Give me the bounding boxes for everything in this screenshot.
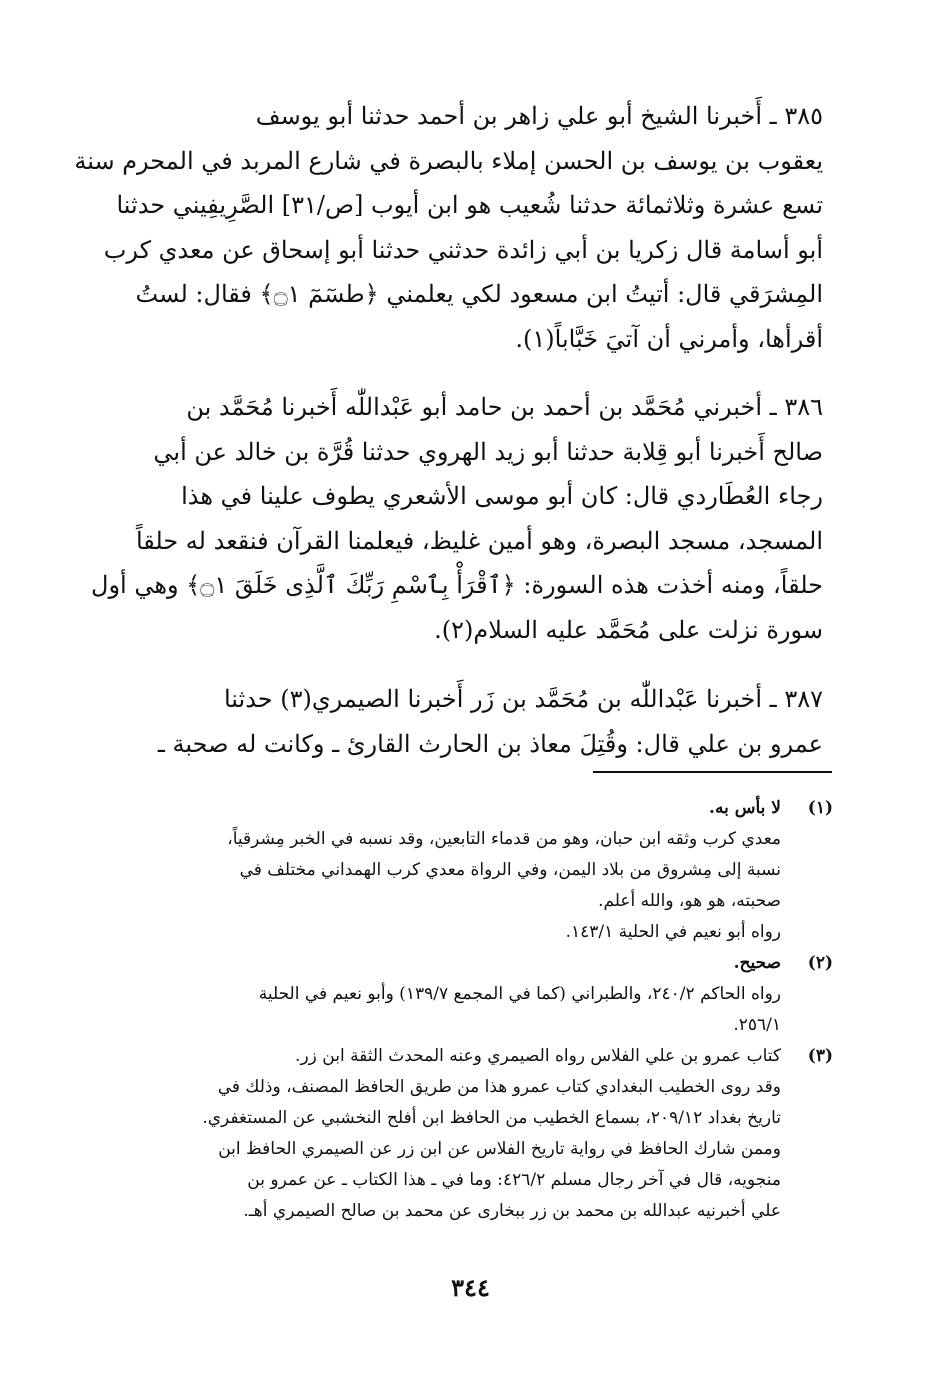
footnote-line: تاريخ بغداد ٢٠٩/١٢، بسماع الخطيب من الحافظ ابن أفلح النخشبي عن المستغفري.: [202, 1108, 781, 1128]
hadith-paragraph-387: [111, 677, 823, 767]
text-line: صالح أَخبرنا أبو قِلابة حدثنا أبو زيد الهروي حدثنا قُرَّة بن خالد عن أبي: [153, 437, 823, 466]
footnote-line: وقد روى الخطيب البغدادي كتاب عمرو هذا من طريق الحافظ المصنف، وذلك في: [217, 1077, 781, 1097]
footnote-3: [109, 1041, 833, 1227]
footnote-line: رواه أبو نعيم في الحلية ١٤٣/١.: [565, 922, 781, 942]
text-line: حلقاً، ومنه أخذت هذه السورة: ﴿ٱقْرَأْ بِٱسْمِ رَبِّكَ ٱلَّذِى خَلَقَ ۝١﴾ وهي أول: [91, 571, 823, 599]
footnote-grading: صحيح.: [733, 953, 781, 973]
footnote-line: وممن شارك الحافظ في رواية تاريخ الفلاس عن ابن زر عن الصيمري الحافظ ابن: [218, 1139, 781, 1159]
text-line: المِشرَقي قال: أتيتُ ابن مسعود لكي يعلمني ﴿طسٓمٓ ۝١﴾ فقال: لستُ: [135, 280, 823, 308]
footnote-line: علي أخبرنيه عبدالله بن محمد بن زر ببخارى عن محمد بن صالح الصيمري أهـ.: [243, 1201, 781, 1221]
hadith-paragraph-385: [74, 94, 823, 361]
footnote-line: معدي كرب وثقه ابن حبان، وهو من قدماء التابعين، وقد نسبه في الخبر مِشرقياً،: [227, 829, 781, 849]
footnote-line: رواه الحاكم ٢٤٠/٢، والطبراني (كما في المجمع ١٣٩/٧) وأبو نعيم في الحلية: [258, 984, 781, 1004]
text-line: أقرأها، وأمرني أن آتيَ خَبَّاباً(١).: [515, 324, 823, 353]
footnote-grading: لا بأس به.: [709, 798, 781, 818]
footnote-line: صحبته، هو هو، والله أعلم.: [598, 891, 781, 911]
footnote-line: نسبة إلى مِشروق من بلاد اليمن، وفي الرواة معدي كرب الهمداني مختلف في: [239, 860, 781, 880]
page-number: ٣٤٤: [451, 1273, 490, 1302]
text-line: ٣٨٦ ـ أخبرني مُحَمَّد بن أحمد بن حامد أبو عَبْداللّٰه أَخبرنا مُحَمَّد بن: [186, 393, 823, 421]
text-line: المسجد، مسجد البصرة، وهو أمين غليظ، فيعلمنا القرآن فنقعد له حلقاً: [135, 526, 823, 555]
footnote-marker: (٣): [807, 1046, 833, 1066]
footnote-marker: (١): [807, 798, 833, 818]
footnote-line: ٢٥٦/١.: [733, 1015, 781, 1035]
footnotes-section: [109, 793, 833, 1227]
text-line: رجاء العُطَاردي قال: كان أبو موسى الأشعري يطوف علينا في هذا: [181, 482, 823, 510]
main-text-body: [74, 94, 823, 791]
text-line: أبو أسامة قال زكريا بن أبي زائدة حدثني حدثنا أبو إسحاق عن معدي كرب: [103, 235, 823, 264]
footnote-body: [109, 793, 781, 948]
text-line: ٣٨٧ ـ أخبرنا عَبْداللّٰه بن مُحَمَّد بن زَر أَخبرنا الصيمري(٣) حدثنا: [223, 685, 823, 713]
text-line: تسع عشرة وثلاثمائة حدثنا شُعيب هو ابن أيوب [ص/٣١] الصَّرِيفِيني حدثنا: [116, 191, 823, 219]
text-line: يعقوب بن يوسف بن الحسن إملاء بالبصرة في شارع المربد في المحرم سنة: [74, 146, 823, 175]
footnote-line: منجويه، قال في آخر رجال مسلم ٤٢٦/٢: وما في ـ هذا الكتاب ـ عن عمرو بن: [247, 1170, 781, 1190]
hadith-paragraph-386: [91, 385, 823, 653]
footnote-divider: [593, 771, 832, 773]
text-line: سورة نزلت على مُحَمَّد عليه السلام(٢).: [434, 615, 823, 644]
footnote-body: [109, 1041, 781, 1227]
footnote-2: [109, 948, 833, 1041]
footnote-body: [109, 948, 781, 1041]
footnote-marker: (٢): [807, 953, 833, 973]
footnote-line: كتاب عمرو بن علي الفلاس رواه الصيمري وعنه المحدث الثقة ابن زر.: [295, 1046, 781, 1066]
footnote-1: [109, 793, 833, 948]
text-line: ٣٨٥ ـ أَخبرنا الشيخ أبو علي زاهر بن أحمد حدثنا أبو يوسف: [255, 102, 823, 130]
text-line: عمرو بن علي قال: وقُتِلَ معاذ بن الحارث القارئ ـ وكانت له صحبة ـ: [157, 729, 823, 758]
